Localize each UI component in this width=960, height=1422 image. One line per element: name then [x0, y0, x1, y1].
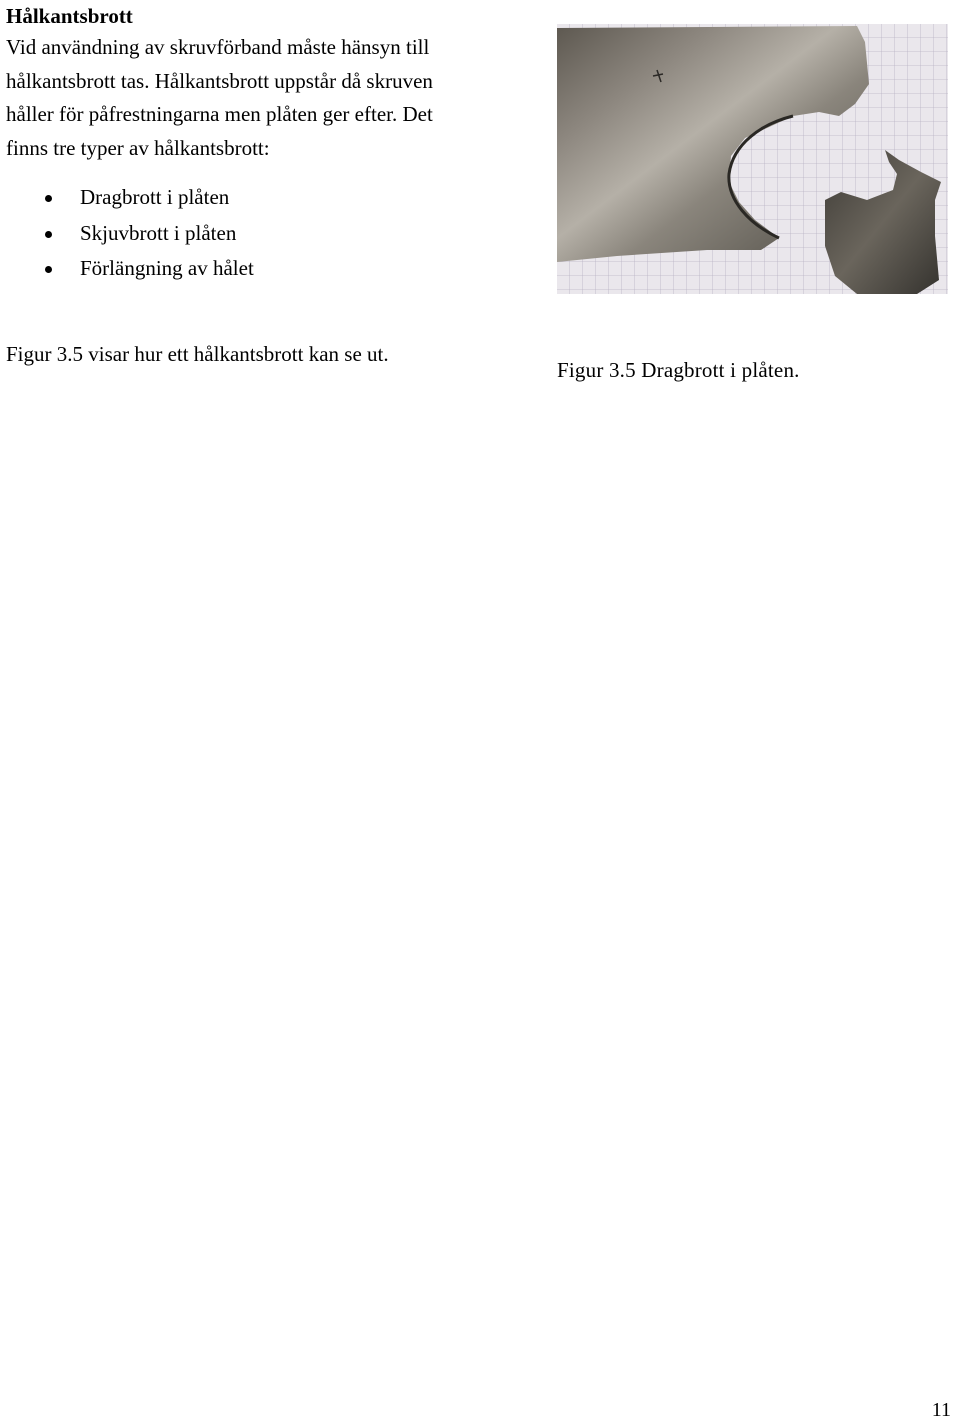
- bullet-icon: [45, 266, 52, 273]
- list-item-label: Förlängning av hålet: [80, 256, 254, 280]
- paragraph-line: håller för påfrestningarna men plåten ger efter. Det: [6, 102, 433, 126]
- bullet-icon: [45, 231, 52, 238]
- list-item: [6, 216, 546, 252]
- paragraph-line: hålkantsbrott tas. Hålkantsbrott uppstår då skruven: [6, 68, 433, 93]
- fractured-plate-photo: [557, 24, 948, 294]
- paragraph-line: finns tre typer av hålkantsbrott:: [6, 135, 270, 160]
- section-heading: Hålkantsbrott: [6, 4, 133, 28]
- paragraph-line: Vid användning av skruvförband måste hänsyn till: [6, 35, 430, 59]
- figure-caption: Figur 3.5 Dragbrott i plåten.: [557, 358, 800, 382]
- page-number: 11: [931, 1399, 951, 1421]
- text-column: [6, 0, 546, 287]
- list-item-label: Skjuvbrott i plåten: [80, 220, 237, 245]
- list-item: [6, 251, 546, 287]
- list-item: [6, 180, 546, 216]
- body-paragraph: [6, 31, 546, 165]
- figure-reference-text: Figur 3.5 visar hur ett hålkantsbrott kan se ut.: [6, 342, 389, 366]
- bullet-icon: [45, 195, 52, 202]
- failure-types-list: [6, 180, 546, 287]
- list-item-label: Dragbrott i plåten: [80, 185, 230, 209]
